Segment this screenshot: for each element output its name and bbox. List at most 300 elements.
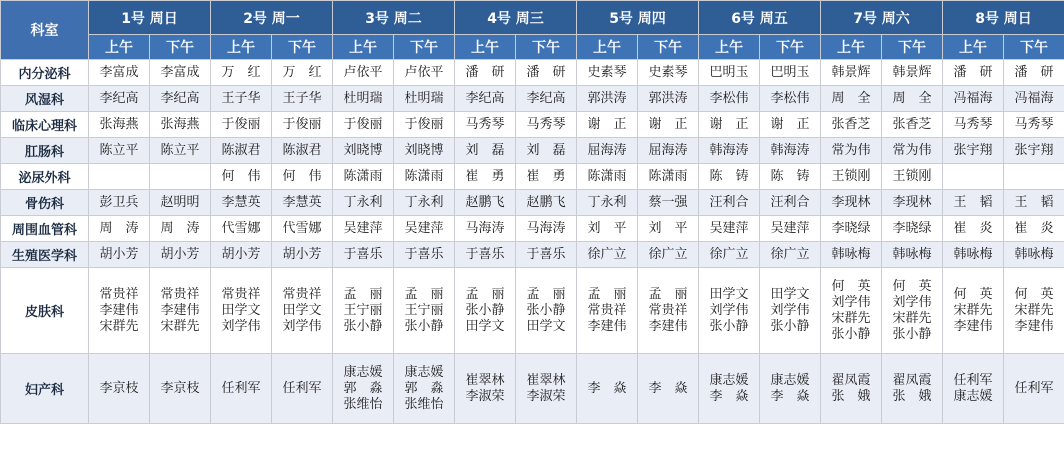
duty-cell [577,86,638,112]
duty-cell [882,112,943,138]
duty-cell [821,60,882,86]
duty-cell [882,242,943,268]
doctor-name: 陈潇雨 [343,168,383,184]
doctor-name: 张小静 [404,318,444,334]
doctor-name: 李慧英 [221,194,261,210]
duty-cell [394,242,455,268]
department-row [1,216,1064,242]
duty-cell [150,268,211,354]
doctor-name: 田学文 [465,318,505,334]
doctor-name: 丁永利 [587,194,627,210]
duty-cell [150,60,211,86]
half-day-header-row [1,35,1064,60]
doctor-name: 刘学伟 [282,318,322,334]
doctor-name: 宋群先 [1014,302,1054,318]
duty-cell [699,242,760,268]
doctor-name: 刘 平 [587,220,627,236]
doctor-name: 万 红 [221,64,261,80]
doctor-name: 刘晓博 [404,142,444,158]
doctor-name: 刘 磊 [526,142,566,158]
doctor-name: 王宁丽 [404,302,444,318]
doctor-name: 李京枝 [160,380,200,396]
doctor-name: 刘 磊 [465,142,505,158]
doctor-name: 何 英 [1014,286,1054,302]
duty-cell [1004,112,1064,138]
doctor-name: 崔 勇 [465,168,505,184]
doctor-name: 徐广立 [648,246,688,262]
doctor-name: 何 伟 [282,168,322,184]
doctor-name: 韩景辉 [892,64,932,80]
doctor-name: 谢 正 [770,116,810,132]
duty-cell [394,164,455,190]
doctor-name: 张小静 [770,318,810,334]
duty-cell [211,354,272,424]
doctor-name: 孟 丽 [465,286,505,302]
duty-cell [455,164,516,190]
department-name: 妇产科 [1,354,89,424]
duty-cell [516,216,577,242]
doctor-name: 李富成 [99,64,139,80]
doctor-name: 张海燕 [99,116,139,132]
afternoon-header: 下午 [150,35,211,60]
duty-cell [516,60,577,86]
doctor-name: 万 红 [282,64,322,80]
duty-cell [821,190,882,216]
doctor-name: 张香芝 [892,116,932,132]
doctor-name: 李淑荣 [465,388,505,404]
day-header: 1号 周日 [89,1,211,35]
doctor-name: 周 全 [892,90,932,106]
duty-cell [760,112,821,138]
doctor-name: 宋群先 [160,318,200,334]
duty-cell [1004,216,1064,242]
duty-cell [638,190,699,216]
doctor-name: 杜明瑞 [404,90,444,106]
duty-cell [943,86,1004,112]
afternoon-header: 下午 [1004,35,1064,60]
doctor-name: 彭卫兵 [99,194,139,210]
duty-cell [516,86,577,112]
doctor-name: 李 焱 [587,380,627,396]
day-header: 2号 周一 [211,1,333,35]
duty-cell [516,112,577,138]
duty-cell [699,60,760,86]
doctor-name: 代雪娜 [221,220,261,236]
doctor-name: 于喜乐 [526,246,566,262]
duty-cell [699,268,760,354]
doctor-name: 孟 丽 [648,286,688,302]
duty-cell [211,112,272,138]
doctor-name: 李建伟 [99,302,139,318]
duty-cell [638,138,699,164]
duty-cell [760,216,821,242]
doctor-name: 屈海涛 [648,142,688,158]
doctor-name: 刘晓博 [343,142,383,158]
duty-cell [943,354,1004,424]
doctor-name: 李现林 [892,194,932,210]
doctor-name: 张小静 [526,302,566,318]
department-column-header: 科室 [1,1,89,60]
duty-cell [89,190,150,216]
department-row [1,60,1064,86]
duty-cell [943,242,1004,268]
doctor-name: 马秀琴 [526,116,566,132]
duty-cell [455,86,516,112]
doctor-name: 宋群先 [953,302,993,318]
doctor-name: 何 伟 [221,168,261,184]
doctor-name: 吴建萍 [770,220,810,236]
duty-cell [394,216,455,242]
doctor-name: 谢 正 [587,116,627,132]
doctor-name: 陈 铸 [770,168,810,184]
doctor-name: 潘 研 [465,64,505,80]
duty-cell [455,190,516,216]
department-name: 内分泌科 [1,60,89,86]
day-header: 6号 周五 [699,1,821,35]
duty-cell [882,268,943,354]
duty-cell [516,268,577,354]
duty-cell [89,164,150,190]
afternoon-header: 下午 [760,35,821,60]
doctor-name: 康志媛 [404,364,444,380]
doctor-name: 于俊丽 [404,116,444,132]
day-header: 5号 周四 [577,1,699,35]
doctor-name: 潘 研 [953,64,993,80]
table-body [1,60,1064,424]
duty-cell [943,268,1004,354]
doctor-name: 韩咏梅 [831,246,871,262]
duty-cell [760,354,821,424]
duty-cell [882,190,943,216]
doctor-name: 张维怡 [343,396,383,412]
duty-cell [821,86,882,112]
doctor-name: 田学文 [221,302,261,318]
doctor-name: 马秀琴 [1014,116,1054,132]
doctor-name: 杜明瑞 [343,90,383,106]
department-name: 肛肠科 [1,138,89,164]
doctor-name: 刘学伟 [221,318,261,334]
duty-cell [89,138,150,164]
doctor-name: 张小静 [892,326,932,342]
duty-cell [882,138,943,164]
duty-cell [272,268,333,354]
doctor-name: 于喜乐 [343,246,383,262]
doctor-name: 韩海涛 [770,142,810,158]
doctor-name: 崔 炎 [953,220,993,236]
doctor-name: 崔 炎 [1014,220,1054,236]
doctor-name: 谢 正 [709,116,749,132]
department-row [1,242,1064,268]
doctor-name: 孟 丽 [587,286,627,302]
department-row [1,112,1064,138]
duty-cell [333,164,394,190]
duty-cell [577,242,638,268]
duty-cell [821,268,882,354]
doctor-name: 李建伟 [587,318,627,334]
duty-cell [699,86,760,112]
duty-cell [272,112,333,138]
doctor-name: 何 英 [953,286,993,302]
morning-header: 上午 [821,35,882,60]
doctor-name: 丁永利 [343,194,383,210]
duty-cell [394,354,455,424]
doctor-name: 谢 正 [648,116,688,132]
doctor-name: 陈潇雨 [404,168,444,184]
duty-cell [394,86,455,112]
duty-cell [272,242,333,268]
duty-cell [455,268,516,354]
duty-cell [638,112,699,138]
duty-cell [211,190,272,216]
morning-header: 上午 [577,35,638,60]
doctor-name: 孟 丽 [526,286,566,302]
doctor-name: 任利军 [1014,380,1054,396]
duty-cell [89,60,150,86]
doctor-name: 张小静 [465,302,505,318]
duty-cell [760,138,821,164]
doctor-name: 代雪娜 [282,220,322,236]
duty-cell [638,60,699,86]
doctor-name: 田学文 [282,302,322,318]
doctor-name: 刘学伟 [770,302,810,318]
duty-cell [394,138,455,164]
duty-cell [394,60,455,86]
day-header: 7号 周六 [821,1,943,35]
duty-cell [333,268,394,354]
doctor-name: 蔡一强 [648,194,688,210]
doctor-name: 胡小芳 [99,246,139,262]
doctor-name: 冯福海 [1014,90,1054,106]
morning-header: 上午 [89,35,150,60]
duty-cell [516,354,577,424]
doctor-name: 张 娥 [892,388,932,404]
department-name: 生殖医学科 [1,242,89,268]
duty-cell [89,86,150,112]
doctor-name: 赵鹏飞 [465,194,505,210]
doctor-name: 郭洪涛 [587,90,627,106]
duty-cell [577,216,638,242]
duty-cell [577,354,638,424]
doctor-name: 康志媛 [770,372,810,388]
doctor-name: 郭 淼 [343,380,383,396]
doctor-name: 张宇翔 [953,142,993,158]
duty-cell [150,190,211,216]
duty-cell [272,164,333,190]
duty-cell [211,268,272,354]
department-row [1,268,1064,354]
duty-cell [394,112,455,138]
duty-cell [699,354,760,424]
duty-cell [333,354,394,424]
doctor-name: 何 英 [831,278,871,294]
department-name: 临床心理科 [1,112,89,138]
doctor-name: 张小静 [831,326,871,342]
duty-cell [699,190,760,216]
doctor-name: 王子华 [221,90,261,106]
doctor-name: 徐广立 [587,246,627,262]
doctor-name: 张海燕 [160,116,200,132]
duty-cell [89,242,150,268]
department-row [1,138,1064,164]
doctor-name: 常贵祥 [99,286,139,302]
doctor-name: 韩海涛 [709,142,749,158]
duty-cell [272,190,333,216]
doctor-name: 李 焱 [770,388,810,404]
duty-cell [638,268,699,354]
afternoon-header: 下午 [516,35,577,60]
doctor-name: 李纪高 [99,90,139,106]
duty-cell [821,216,882,242]
doctor-name: 宋群先 [892,310,932,326]
duty-cell [150,164,211,190]
duty-cell [943,112,1004,138]
doctor-name: 史素琴 [587,64,627,80]
doctor-name: 宋群先 [831,310,871,326]
doctor-name: 陈潇雨 [648,168,688,184]
doctor-name: 张小静 [709,318,749,334]
doctor-name: 陈立平 [160,142,200,158]
doctor-name: 何 英 [892,278,932,294]
duty-cell [150,354,211,424]
doctor-name: 张维怡 [404,396,444,412]
doctor-name: 常贵祥 [160,286,200,302]
duty-cell [211,60,272,86]
doctor-name: 李淑荣 [526,388,566,404]
doctor-name: 康志媛 [953,388,993,404]
doctor-name: 卢依平 [404,64,444,80]
duty-cell [333,216,394,242]
doctor-name: 常贵祥 [648,302,688,318]
doctor-name: 冯福海 [953,90,993,106]
doctor-name: 任利军 [953,372,993,388]
doctor-name: 李松伟 [709,90,749,106]
doctor-name: 陈立平 [99,142,139,158]
doctor-name: 汪利合 [709,194,749,210]
doctor-name: 史素琴 [648,64,688,80]
day-header: 8号 周日 [943,1,1064,35]
duty-cell [211,86,272,112]
doctor-name: 常贵祥 [282,286,322,302]
duty-cell [333,112,394,138]
department-row [1,164,1064,190]
duty-cell [1004,164,1064,190]
department-row [1,354,1064,424]
doctor-name: 赵鹏飞 [526,194,566,210]
doctor-name: 郭洪涛 [648,90,688,106]
duty-cell [333,86,394,112]
doctor-name: 刘学伟 [892,294,932,310]
doctor-name: 刘学伟 [709,302,749,318]
doctor-name: 徐广立 [770,246,810,262]
duty-cell [455,216,516,242]
doctor-name: 于俊丽 [282,116,322,132]
duty-cell [577,268,638,354]
duty-cell [943,216,1004,242]
duty-cell [211,138,272,164]
duty-cell [577,164,638,190]
doctor-name: 张小静 [343,318,383,334]
doctor-name: 丁永利 [404,194,444,210]
doctor-name: 张宇翔 [1014,142,1054,158]
doctor-name: 马海涛 [465,220,505,236]
doctor-name: 马秀琴 [465,116,505,132]
duty-cell [89,268,150,354]
duty-cell [272,138,333,164]
duty-cell [638,86,699,112]
duty-cell [943,138,1004,164]
morning-header: 上午 [333,35,394,60]
duty-cell [638,164,699,190]
duty-cell [150,86,211,112]
duty-cell [882,216,943,242]
duty-cell [577,60,638,86]
duty-cell [760,86,821,112]
doctor-name: 孟 丽 [343,286,383,302]
duty-cell [699,216,760,242]
doctor-name: 韩咏梅 [953,246,993,262]
doctor-name: 翟凤霞 [831,372,871,388]
doctor-name: 潘 研 [1014,64,1054,80]
doctor-name: 任利军 [221,380,261,396]
doctor-name: 陈淑君 [282,142,322,158]
doctor-name: 陈淑君 [221,142,261,158]
duty-cell [821,164,882,190]
department-name: 骨伤科 [1,190,89,216]
doctor-name: 陈 铸 [709,168,749,184]
doctor-name: 徐广立 [709,246,749,262]
doctor-name: 李建伟 [160,302,200,318]
duty-cell [211,216,272,242]
doctor-name: 李建伟 [953,318,993,334]
doctor-name: 李京枝 [99,380,139,396]
doctor-name: 巴明玉 [770,64,810,80]
doctor-name: 李慧英 [282,194,322,210]
doctor-name: 李纪高 [465,90,505,106]
duty-cell [760,268,821,354]
doctor-name: 翟凤霞 [892,372,932,388]
doctor-name: 李建伟 [1014,318,1054,334]
doctor-name: 李晓绿 [831,220,871,236]
doctor-name: 胡小芳 [282,246,322,262]
doctor-name: 常为伟 [831,142,871,158]
doctor-name: 田学文 [709,286,749,302]
doctor-name: 李建伟 [648,318,688,334]
duty-cell [394,190,455,216]
doctor-name: 孟 丽 [404,286,444,302]
duty-cell [943,190,1004,216]
duty-cell [89,354,150,424]
duty-cell [272,86,333,112]
afternoon-header: 下午 [638,35,699,60]
doctor-name: 卢依平 [343,64,383,80]
duty-cell [89,216,150,242]
doctor-name: 田学文 [526,318,566,334]
duty-cell [699,112,760,138]
duty-cell [821,354,882,424]
doctor-name: 于俊丽 [221,116,261,132]
duty-cell [516,190,577,216]
department-row [1,190,1064,216]
doctor-name: 韩咏梅 [892,246,932,262]
duty-cell [577,190,638,216]
doctor-name: 马秀琴 [953,116,993,132]
doctor-name: 刘学伟 [831,294,871,310]
duty-cell [211,242,272,268]
doctor-name: 马海涛 [526,220,566,236]
doctor-name: 吴建萍 [343,220,383,236]
duty-cell [760,164,821,190]
duty-cell [882,86,943,112]
